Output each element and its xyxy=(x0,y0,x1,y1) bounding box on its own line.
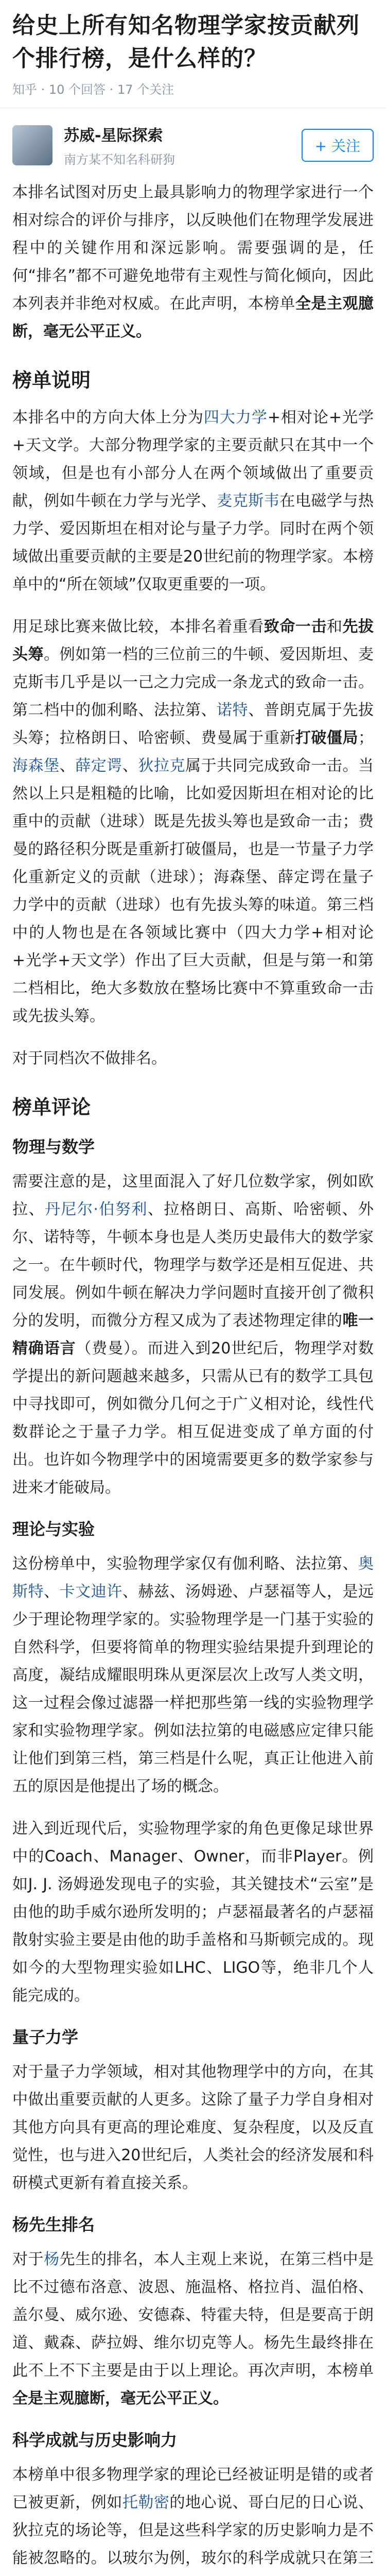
text: 、 xyxy=(59,757,76,775)
s1-paragraph-3: 对于同档次不做排名。 xyxy=(12,1049,167,1067)
sci-paragraph xyxy=(12,2461,374,2576)
theory-paragraph-1 xyxy=(12,1550,374,1801)
link[interactable]: 海森堡 xyxy=(12,757,60,775)
text: 用足球比赛来做比较，本排名着重看 xyxy=(12,618,264,636)
yang-paragraph xyxy=(12,2246,374,2413)
section-heading: 榜单评论 xyxy=(12,1096,91,1118)
text: +相对论+光学+天文学。大部分物理学家的主要贡献只在其中一个领域，但是也有小部分人在两个领域做出了重要贡献，例如牛顿在力学与光学、 xyxy=(12,409,374,510)
subheading: 物理与数学 xyxy=(12,1137,95,1157)
link[interactable]: 奥斯特 xyxy=(12,1555,374,1601)
intro-text: 本排名试图对历史上最具影响力的物理学家进行一个相对综合的评价与排序，以反映他们在物理学发展进程中的关键作用和深远影响。需要强调的是，任何“排名”都不可避免地带有主观性与简化倾向，因此本列表并非绝对权威。在此声明，本榜单 xyxy=(12,183,374,313)
author-card xyxy=(12,108,374,179)
link[interactable]: 杨 xyxy=(44,2250,60,2268)
author-name[interactable]: 苏威-星际探索 xyxy=(64,127,163,145)
text: 的地心说、哥白尼的日心说、狄拉克的场论等，但是这些科学家的历史影响力是不能被忽略的。以玻尔为例，玻尔的科学成就只在第三 xyxy=(12,2494,374,2567)
link[interactable]: 薛定谔 xyxy=(75,757,122,775)
qm-paragraph: 对于量子力学领域，相对其他物理学中的方向，在其中做出重要贡献的人更多。这除了量子力学自身相对其他方向具有更高的理论难度、复杂程度，以及反直觉性，也与进入20世纪后，人类社会的经济发展和科研模式更新有着直接关系。 xyxy=(12,2063,374,2192)
author-desc: 南方某不知名科研狗 xyxy=(64,152,175,167)
text: 本榜单中很多物理学家的理论已经被证明是错的或者已被更新，例如 xyxy=(12,2466,374,2512)
link[interactable]: 托勒密 xyxy=(122,2494,170,2512)
subheading: 杨先生排名 xyxy=(12,2215,95,2234)
text: 和 xyxy=(326,618,343,636)
avatar[interactable] xyxy=(12,125,52,165)
text: 在电磁学与热力学、爱因斯坦在相对论与量子力学。同时在两个领域做出重要贡献的主要是20世纪前的物理学家。本榜单中的“所在领域”仅取更重要的一项。 xyxy=(12,492,374,594)
text: 属于共同完成致命一击。当然以上只是粗糙的比喻，比如爱因斯坦在相对论的比重中的贡献（进球）既是先拔头筹也是致命一击；费曼的路径积分既是重新打破僵局，也是一节量子力学化重新定义的贡献（进球）；海森堡、薛定谔在量子力学中的贡献（进球）也有先拔头筹的味道。第三档中的人物也是在各领域比赛中（四大力学+相对论+光学+天文学）作出了巨大贡献，但是与第一和第二档相比，绝大多数放在整场比赛中不算重致命一击或先拔头筹。 xyxy=(12,757,374,1025)
text: 、 xyxy=(122,757,138,775)
question-meta: 知乎 · 10 个回答 · 17 个关注 xyxy=(12,82,174,97)
link[interactable]: 四大力学 xyxy=(203,409,268,427)
subheading: 科学成就与历史影响力 xyxy=(12,2430,178,2450)
link[interactable]: 丹尼尔·伯努利 xyxy=(44,1200,148,1218)
intro-paragraph xyxy=(12,179,374,346)
text: 本排名中的方向大体上分为 xyxy=(12,409,204,427)
follow-button[interactable]: + 关注 xyxy=(302,129,374,162)
author-info xyxy=(64,123,302,167)
text: 这份榜单中，实验物理学家仅有伽利略、法拉第、 xyxy=(12,1555,358,1573)
subheading: 理论与实验 xyxy=(12,1519,95,1539)
text: 。例如第一档的三位前三的牛顿、爱因斯坦、麦克斯韦几乎是以一己之力完成一条龙式的致命一击。第二档中的伽利略、法拉第、 xyxy=(12,646,374,719)
link[interactable]: 卡文迪许 xyxy=(59,1583,122,1601)
bold-text: 全是主观臆断，毫无公平正义。 xyxy=(12,2389,229,2408)
link[interactable]: 狄拉克 xyxy=(138,757,186,775)
text: ； xyxy=(358,729,374,747)
text: 、赫兹、汤姆逊、卢瑟福等人，是远少于理论物理学家的。实验物理学是一门基于实验的自然科学，但要将简单的物理实验结果提升到理论的高度，凝结成耀眼明珠从更深层次上改写人类文明，这一过程会像过滤器一样把那些第一线的实验物理学家和实验物理学家。例如法拉第的电磁感应定律只能让他们到第三档，第三档是什么呢，真正让他进入前五的原因是他提出了场的概念。 xyxy=(12,1583,374,1795)
bold-text: 打破僵局 xyxy=(295,729,359,747)
theory-paragraph-2: 进入到近现代后，实验物理学家的角色更像足球世界中的Coach、Manager、Owner，而非Player。例如J. J. 汤姆逊发现电子的实验，其关键技术“云室”是由他的助手威尔逊所发明的；卢瑟福最著名的卢瑟福散射实验主要是由他的助手盖格和马斯顿完成的。现如今的大型物理实验如LHC、LIGO等，绝非几个人能完成的。 xyxy=(12,1820,374,2005)
question-title: 给史上所有知名物理学家按贡献列个排行榜，是什么样的？ xyxy=(12,12,360,72)
bold-text: 先拔头筹 xyxy=(12,618,374,664)
section-heading: 榜单说明 xyxy=(12,369,91,392)
subheading: 量子力学 xyxy=(12,2027,79,2047)
text: 先生的排名，本人主观上来说，在第三档中是比不过德布洛意、波恩、施温格、格拉肖、温伯格、盖尔曼、威尔逊、安德森、特霍夫特，但是要高于朗道、戴森、萨拉姆、维尔切克等人。杨先生最终排在此不上不下主要是由于以上理论。再次声明，本榜单 xyxy=(12,2250,374,2380)
bold-text: 唯一精确语言 xyxy=(12,1312,374,1358)
math-paragraph xyxy=(12,1168,374,1502)
s1-paragraph-1 xyxy=(12,404,374,599)
text: 、拉格朗日、高斯、哈密顿、外尔、诺特等，牛顿本身也是人类历史最伟大的数学家之一。在牛顿时代，物理学与数学还是相互促进、共同发展。例如牛顿在解决力学问题时直接开创了微积分的发明，而微分方程又成为了表述物理定律的 xyxy=(12,1200,374,1330)
text: 、普朗克属于先拔头筹；拉格朗日、哈密顿、费曼属于重新 xyxy=(12,701,374,747)
link[interactable]: 诺特 xyxy=(217,701,249,719)
link[interactable]: 麦克斯韦 xyxy=(217,492,280,510)
text: 、 xyxy=(44,1583,60,1601)
text: 对于 xyxy=(12,2250,44,2268)
disclaimer-text: 全是主观臆断，毫无公平正义。 xyxy=(12,295,374,341)
s1-paragraph-2 xyxy=(12,613,374,1030)
text: 需要注意的是，这里面混入了好几位数学家，例如欧拉、 xyxy=(12,1173,374,1218)
bold-text: 致命一击 xyxy=(264,618,327,636)
text: （费曼）。而进入到20世纪后，物理学对数学提出的新问题越来越多，只需从已有的数学工具包中寻找即可，例如微分几何之于广义相对论，线性代数群论之于量子力学。相互促进变成了单方面的付出。也许如今物理学中的困境需要更多的数学家参与进来才能破局。 xyxy=(12,1340,374,1497)
